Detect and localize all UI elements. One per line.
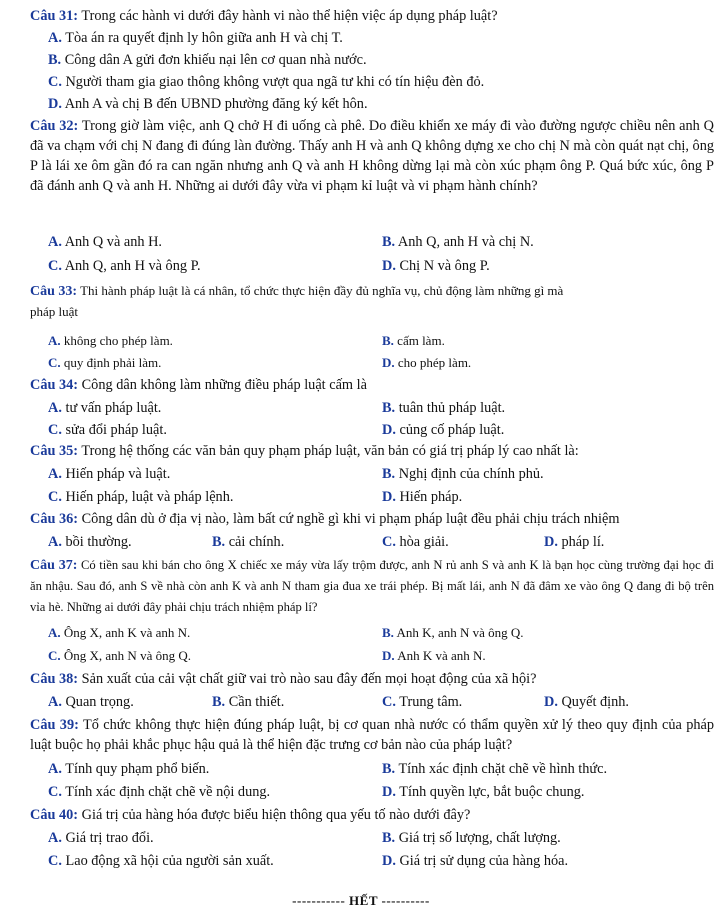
q40-option-a: A. Giá trị trao đổi. xyxy=(48,830,154,846)
q35-option-c: C. Hiến pháp, luật và pháp lệnh. xyxy=(48,489,234,505)
q37-option-a: A. Ông X, anh K và anh N. xyxy=(48,625,191,640)
q38-option-c: C. Trung tâm. xyxy=(382,694,463,710)
question-36: Câu 36: Công dân dù ở địa vị nào, làm bất cứ nghề gì khi vi phạm pháp luật đều phải chịu trách nhiệm xyxy=(30,511,620,527)
q40-option-c: C. Lao động xã hội của người sản xuất. xyxy=(48,853,274,869)
q32-option-d: D. Chị N và ông P. xyxy=(382,258,490,274)
q33-option-d: D. cho phép làm. xyxy=(382,355,472,370)
q37-option-b: B. Anh K, anh N và ông Q. xyxy=(382,625,524,640)
q33-option-c: C. quy định phải làm. xyxy=(48,355,162,370)
question-32: Câu 32: Trong giờ làm việc, anh Q chở H đi uống cà phê. Do điều khiển xe máy đi vào đường ngược chiều nên anh Q đã va chạm với chị N đang đi đúng làn đường. Thấy anh H và anh Q không dựng xe cho chị N mà còn quát nạt chị, ông P là lái xe ôm gần đó ra can ngăn nhưng anh Q và anh H không dừng lại mà còn xúc phạm ông P. Quá bức xúc, ông P đã đánh anh Q và anh H. Những ai dưới đây vừa vi phạm kỉ luật và vi phạm hành chính? xyxy=(30,118,714,194)
question-35: Câu 35: Trong hệ thống các văn bản quy phạm pháp luật, văn bản có giá trị pháp lý cao nhất là: xyxy=(30,443,579,459)
question-40: Câu 40: Giá trị của hàng hóa được biểu hiện thông qua yếu tố nào dưới đây? xyxy=(30,807,471,823)
q33-option-b: B. cấm làm. xyxy=(382,333,445,348)
q34-option-a: A. tư vấn pháp luật. xyxy=(48,400,162,416)
question-31: Câu 31: Trong các hành vi dưới đây hành vi nào thể hiện việc áp dụng pháp luật? xyxy=(30,8,498,24)
q35-option-d: D. Hiến pháp. xyxy=(382,489,463,505)
q31-option-a: A. Tòa án ra quyết định ly hôn giữa anh H và chị T. xyxy=(48,30,343,46)
q31-option-c: C. Người tham gia giao thông không vượt qua ngã tư khi có tín hiệu đèn đỏ. xyxy=(48,74,485,90)
q37-option-c: C. Ông X, anh N và ông Q. xyxy=(48,648,191,663)
q31-option-b: B. Công dân A gửi đơn khiếu nại lên cơ quan nhà nước. xyxy=(48,52,367,68)
question-38: Câu 38: Sản xuất của cải vật chất giữ vai trò nào sau đây đến mọi hoạt động của xã hội? xyxy=(30,671,537,687)
q36-option-d: D. pháp lí. xyxy=(544,534,605,550)
question-39: Câu 39: Tổ chức không thực hiện đúng pháp luật, bị cơ quan nhà nước có thẩm quyền xử lý theo quy định của pháp luật buộc họ phải khắc phục hậu quả là thể hiện đặc trưng cơ bản nào của pháp luật? xyxy=(30,717,714,753)
q36-option-c: C. hòa giải. xyxy=(382,534,449,550)
question-37: Câu 37: Có tiền sau khi bán cho ông X chiếc xe máy vừa lấy trộm được, anh N rủ anh S và anh K là bạn học cùng trường đại học đi ăn nhậu. Sau đó, anh S về nhà còn anh K và anh N tham gia đua xe trái phép. Bị mất lái, anh N đã đâm xe vào ông Q đang đi bộ trên vỉa hè. Những ai dưới đây phải chịu trách nhiệm pháp lí? xyxy=(30,558,715,614)
q39-option-b: B. Tính xác định chặt chẽ về hình thức. xyxy=(382,761,608,777)
question-33: Câu 33: Thi hành pháp luật là cá nhân, tổ chức thực hiện đầy đủ nghĩa vụ, chủ động làm những gì mà pháp luật xyxy=(30,283,564,319)
q35-option-a: A. Hiến pháp và luật. xyxy=(48,466,171,482)
q32-option-c: C. Anh Q, anh H và ông P. xyxy=(48,258,201,274)
q40-option-b: B. Giá trị số lượng, chất lượng. xyxy=(382,830,561,846)
q31-option-d: D. Anh A và chị B đến UBND phường đăng ký kết hôn. xyxy=(48,96,368,112)
question-34: Câu 34: Công dân không làm những điều pháp luật cấm là xyxy=(30,377,367,393)
q32-option-a: A. Anh Q và anh H. xyxy=(48,234,162,250)
q33-option-a: A. không cho phép làm. xyxy=(48,333,173,348)
q36-option-b: B. cải chính. xyxy=(212,534,285,550)
q39-option-d: D. Tính quyền lực, bắt buộc chung. xyxy=(382,784,585,800)
q38-option-b: B. Cần thiết. xyxy=(212,694,285,710)
q36-option-a: A. bồi thường. xyxy=(48,534,132,550)
q40-option-d: D. Giá trị sử dụng của hàng hóa. xyxy=(382,853,569,869)
q39-option-a: A. Tính quy phạm phổ biến. xyxy=(48,761,210,777)
q38-option-d: D. Quyết định. xyxy=(544,694,629,710)
q34-option-c: C. sửa đổi pháp luật. xyxy=(48,422,167,438)
q34-option-d: D. củng cố pháp luật. xyxy=(382,422,505,438)
end-marker: ----------- HẾT ---------- xyxy=(292,893,430,908)
q34-option-b: B. tuân thủ pháp luật. xyxy=(382,400,506,416)
q39-option-c: C. Tính xác định chặt chẽ về nội dung. xyxy=(48,784,271,800)
q37-option-d: D. Anh K và anh N. xyxy=(382,648,486,663)
q35-option-b: B. Nghị định của chính phủ. xyxy=(382,466,544,482)
q32-option-b: B. Anh Q, anh H và chị N. xyxy=(382,234,534,250)
q38-option-a: A. Quan trọng. xyxy=(48,694,134,710)
